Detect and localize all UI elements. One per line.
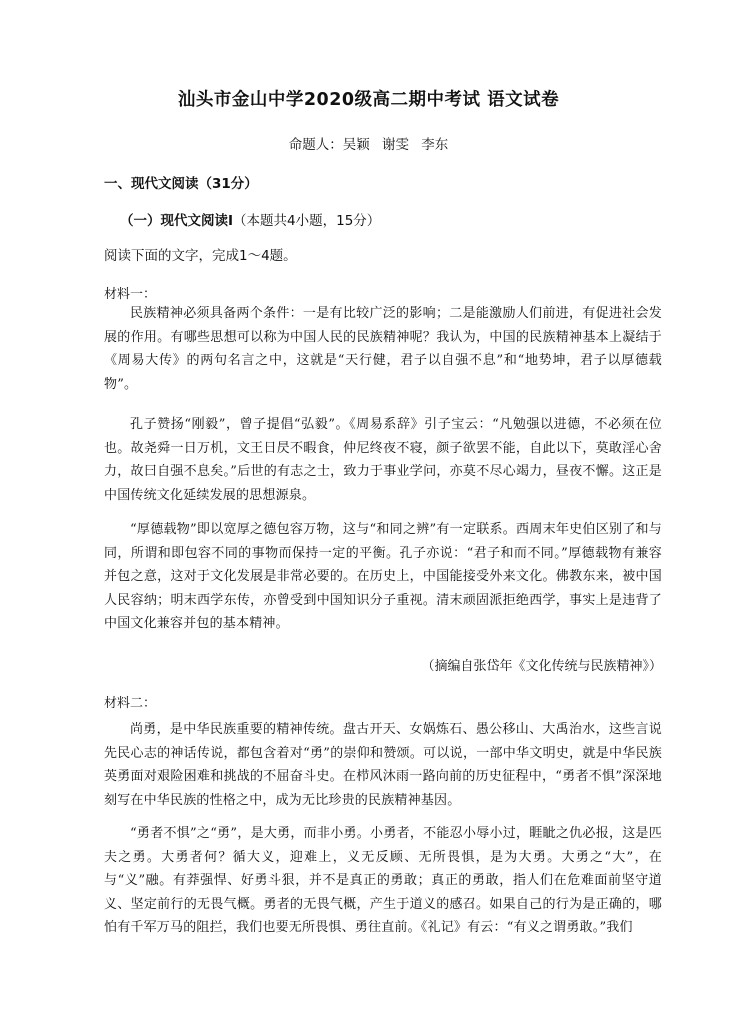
subsection-heading [120,209,380,229]
material2-paragraph: 尚勇，是中华民族重要的精神传统。盘古开天、女娲炼石、愚公移山、大禹治水，这些言说先民心志的神话传说，都包含着对“勇”的崇仰和赞颂。可以说，一部中华文明史，就是中华民族英勇面对艰险困难和挑战的不屈奋斗史。在栉风沐雨一路向前的历史征程中，“勇者不惧”深深地刻写在中华民族的性格之中，成为无比珍贵的民族精神基因。 [104,722,662,808]
material-label: 材料一： [104,287,157,302]
author-name: 李东 [421,137,449,153]
authors-line [0,133,737,153]
subsection-heading-rest: （本题共4小题，15分） [233,213,381,229]
material-label: 材料二： [104,696,157,711]
document-title: 汕头市金山中学2020级高二期中考试 语文试卷 [177,90,560,110]
authors-label: 命题人： [288,137,343,153]
material2-paragraph: “勇者不惧”之“勇”，是大勇，而非小勇。小勇者，不能忍小辱小过，睚眦之仇必报，这是匹夫之勇。大勇者何？循大义，迎难上，义无反顾、无所畏惧，是为大勇。大勇之“大”，在与“义”融。有莽强悍、好勇斗狠，并不是真正的勇敢；真正的勇敢，指人们在危难面前坚守道义、坚定前行的无畏气概。勇者的无畏气概，产生于道义的感召。如果自己的行为是正确的，哪怕有千军万马的阻拦，我们也要无所畏惧、勇往直前。《礼记》有云：“有义之谓勇敢。”我们 [104,826,662,935]
material1-paragraph: 孔子赞扬“刚毅”，曾子提倡“弘毅”。《周易系辞》引子宝云：“凡勉强以进德，不必须在位也。故尧舜一日万机，文王日昃不暇食，仲尼终夜不寝，颜子欲罢不能，自此以下，莫敢淫心舍力，故曰自强不息矣。”后世的有志之士，致力于事业学问，亦莫不尽心竭力，昼夜不懈。这正是中国传统文化延续发展的思想源泉。 [104,417,662,503]
material-source: （摘编自张岱年《文化传统与民族精神》） [421,659,662,674]
author-name: 谢雯 [382,137,409,153]
reading-instruction: 阅读下面的文字，完成1～4题。 [104,248,297,264]
subsection-heading-bold: （一）现代文阅读Ⅰ [120,213,234,229]
author-name: 吴颖 [342,137,370,153]
section-heading: 一、现代文阅读（31分） [104,176,258,192]
material1-paragraph: “厚德载物”即以宽厚之德包容万物，这与“和同之辨”有一定联系。西周末年史伯区别了和与同，所谓和即包容不同的事物而保持一定的平衡。孔子亦说：“君子和而不同。”厚德载物有兼容并包之意，这对于文化发展是非常必要的。在历史上，中国能接受外来文化。佛教东来，被中国人民容纳；明末西学东传，亦曾受到中国知识分子重视。清末顽固派拒绝西学，事实上是违背了中国文化兼容并包的基本精神。 [104,522,662,631]
material1-paragraph: 民族精神必须具备两个条件：一是有比较广泛的影响；二是能激励人们前进，有促进社会发展的作用。有哪些思想可以称为中国人民的民族精神呢？我认为，中国的民族精神基本上凝结于《周易大传》的两句名言之中，这就是“天行健，君子以自强不息”和“地势坤，君子以厚德载物”。 [104,306,662,392]
